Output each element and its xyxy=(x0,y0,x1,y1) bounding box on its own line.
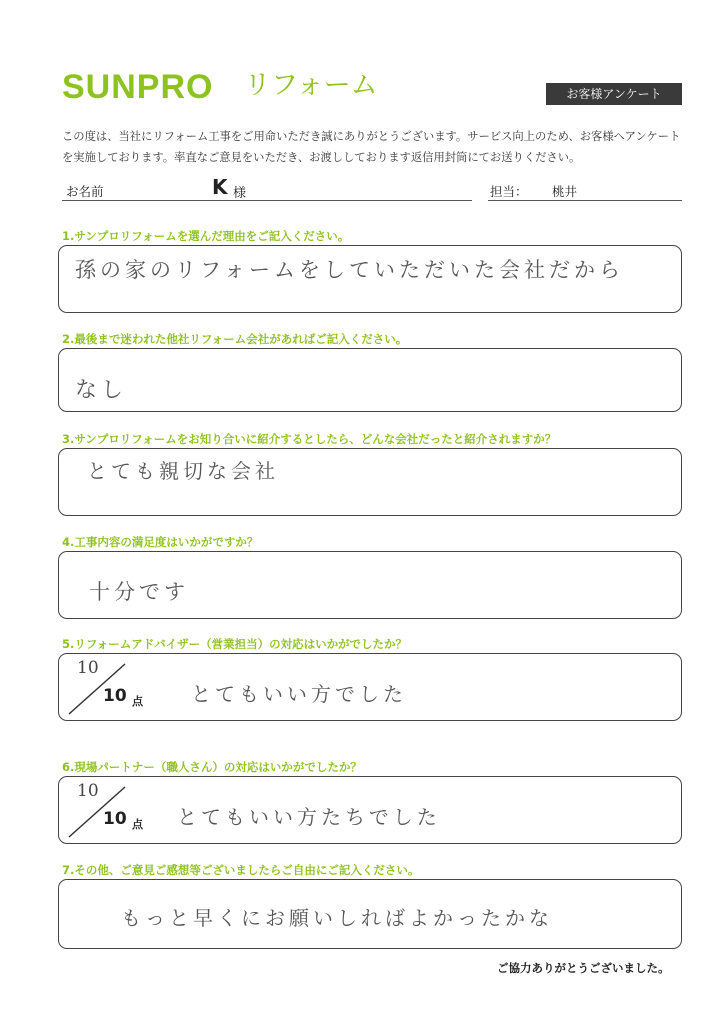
question-3-label: 3.サンプロリフォームをお知り合いに紹介するとしたら、どんな会社だったと紹介されますか？ xyxy=(62,432,557,446)
staff-name: 桃井 xyxy=(552,184,578,199)
score-unit: 点 xyxy=(132,818,143,831)
score-max: 10 xyxy=(103,809,127,829)
question-2-label: 2.最後まで迷われた他社リフォーム会社があればご記入ください。 xyxy=(62,332,408,346)
question-7-answer-box xyxy=(58,879,682,949)
question-6-answer-box xyxy=(58,776,682,844)
staff-label: 担当： xyxy=(490,184,528,199)
logo-subtitle: リフォーム xyxy=(244,70,378,101)
staff-underline xyxy=(488,200,682,201)
name-honorific: 様 xyxy=(233,186,247,201)
question-5-score xyxy=(61,658,156,718)
question-7-label: 7.その他、ご意見ご感想等ございましたらご自由にご記入ください。 xyxy=(62,863,420,877)
score-handwritten: 10 xyxy=(77,781,99,801)
question-5-answer: とてもいい方でした xyxy=(191,682,407,706)
score-handwritten: 10 xyxy=(77,658,99,678)
question-5-answer-box xyxy=(58,653,682,721)
name-underline xyxy=(62,200,472,201)
question-1-answer-box xyxy=(58,245,682,313)
question-6-score xyxy=(61,781,156,841)
question-1-label: 1.サンプロリフォームを選んだ理由をご記入ください。 xyxy=(62,229,350,243)
question-3-answer: とても親切な会社 xyxy=(87,459,279,483)
question-5-label: 5.リフォームアドバイザー（営業担当）の対応はいかがでしたか？ xyxy=(62,637,408,651)
question-3-answer-box xyxy=(58,448,682,516)
customer-name: K xyxy=(212,175,228,199)
sunpro-logo: SUNPRO xyxy=(62,68,214,106)
name-label: お名前 xyxy=(66,184,104,199)
question-4-label: 4.工事内容の満足度はいかがですか？ xyxy=(62,535,259,549)
question-6-answer: とてもいい方たちでした xyxy=(177,805,441,829)
thanks-message: ご協力ありがとうございました。 xyxy=(497,961,670,975)
question-1-answer: 孫の家のリフォームをしていただいた会社だから xyxy=(75,258,624,282)
score-unit: 点 xyxy=(132,695,143,708)
intro-text: この度は、当社にリフォーム工事をご用命いただき誠にありがとうございます。サービス向上のため、お客様へアンケートを実施しております。率直なご意見をいただき、お渡ししております返信用封筒にてお送りください。 xyxy=(62,130,681,164)
question-7-answer: もっと早くにお願いしればよかったかな xyxy=(121,906,553,930)
question-4-answer: 十分です xyxy=(89,580,189,604)
question-2-answer: なし xyxy=(75,378,128,403)
question-6-label: 6.現場パートナー（職人さん）の対応はいかがでしたか？ xyxy=(62,760,362,774)
question-4-answer-box xyxy=(58,551,682,619)
score-max: 10 xyxy=(103,686,127,706)
survey-badge: お客様アンケート xyxy=(546,83,682,105)
question-2-answer-box xyxy=(58,348,682,412)
